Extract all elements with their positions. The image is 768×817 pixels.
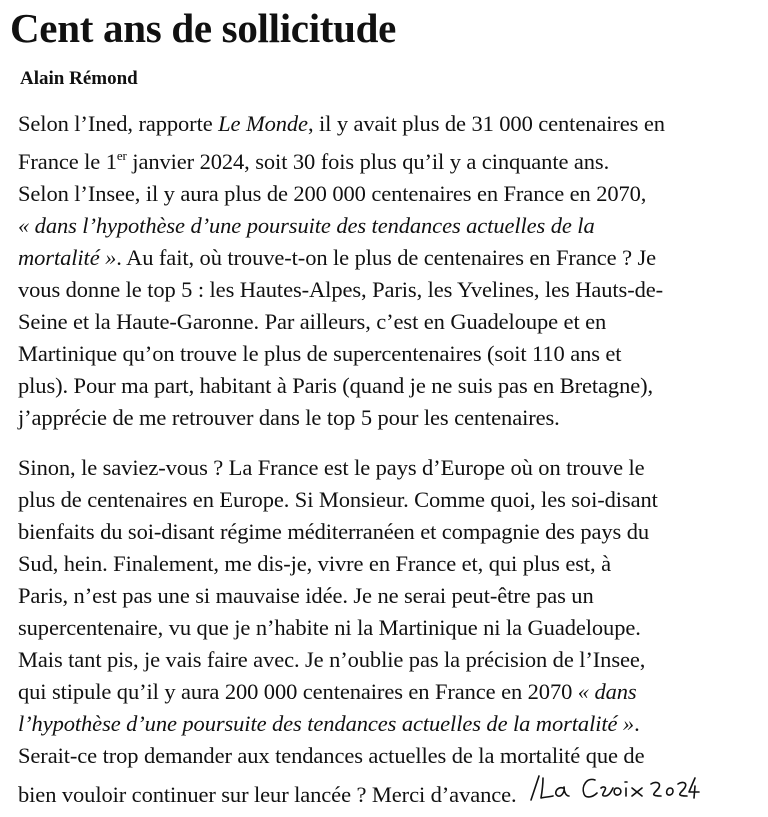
text-line xyxy=(18,516,763,548)
text-run: j’apprécie de me retrouver dans le top 5 pour les centenaires. xyxy=(18,405,560,430)
italic-text: « dans xyxy=(577,679,637,704)
text-line xyxy=(18,612,763,644)
text-run: janvier 2024, soit 30 fois plus qu’il y a cinquante ans. xyxy=(126,149,610,174)
text-run: . Au fait, où trouve-t-on le plus de centenaires en France ? Je xyxy=(116,245,657,270)
italic-text: « dans l’hypothèse d’une poursuite des tendances actuelles de la xyxy=(18,213,595,238)
text-line xyxy=(18,210,763,242)
handwritten-signature xyxy=(529,772,701,802)
text-run: France le 1 xyxy=(18,149,117,174)
article-author: Alain Rémond xyxy=(20,68,138,89)
text-run: supercentenaire, vu que je n’habite ni la Martinique ni la Guadeloupe. xyxy=(18,615,641,640)
text-run: Martinique qu’on trouve le plus de supercentenaires (soit 110 ans et xyxy=(18,341,622,366)
text-line xyxy=(18,772,763,807)
text-line xyxy=(18,740,763,772)
italic-text: mortalité » xyxy=(18,245,117,270)
text-line xyxy=(18,708,763,740)
text-run: plus de centenaires en Europe. Si Monsieur. Comme quoi, les soi-disant xyxy=(18,487,658,512)
text-line xyxy=(18,548,763,580)
text-line xyxy=(18,580,763,612)
text-run: qui stipule qu’il y aura 200 000 centenaires en France en 2070 xyxy=(18,679,578,704)
article-title: Cent ans de sollicitude xyxy=(10,5,397,51)
paragraph-1 xyxy=(18,108,763,434)
text-run: bien vouloir continuer sur leur lancée ? Merci d’avance. xyxy=(18,782,517,807)
signature-scribble-icon xyxy=(529,772,701,802)
text-run: . xyxy=(634,711,640,736)
text-line xyxy=(18,402,763,434)
superscript-text: er xyxy=(116,148,127,163)
text-run: Serait-ce trop demander aux tendances actuelles de la mortalité que de xyxy=(18,743,645,768)
text-line xyxy=(18,484,763,516)
text-run: Sinon, le saviez-vous ? La France est le pays d’Europe où on trouve le xyxy=(18,455,645,480)
text-run: Paris, n’est pas une si mauvaise idée. Je ne serai peut-être pas un xyxy=(18,583,594,608)
text-line xyxy=(18,178,763,210)
italic-text: Le Monde xyxy=(218,111,308,136)
text-line xyxy=(18,676,763,708)
text-run: Mais tant pis, je vais faire avec. Je n’oublie pas la précision de l’Insee, xyxy=(18,647,646,672)
text-run: Seine et la Haute-Garonne. Par ailleurs, c’est en Guadeloupe et en xyxy=(18,309,607,334)
paragraph-2 xyxy=(18,452,763,807)
text-line xyxy=(18,146,763,178)
text-run: Selon l’Insee, il y aura plus de 200 000 centenaires en France en 2070, xyxy=(18,181,647,206)
italic-text: l’hypothèse d’une poursuite des tendances actuelles de la mortalité » xyxy=(18,711,635,736)
text-run: vous donne le top 5 : les Hautes-Alpes, Paris, les Yvelines, les Hauts-de- xyxy=(18,277,664,302)
text-line xyxy=(18,452,763,484)
text-run: Sud, hein. Finalement, me dis-je, vivre en France et, qui plus est, à xyxy=(18,551,611,576)
text-run: , il y avait plus de 31 000 centenaires en xyxy=(307,111,665,136)
text-line xyxy=(18,274,763,306)
text-line xyxy=(18,306,763,338)
text-line xyxy=(18,338,763,370)
text-line xyxy=(18,370,763,402)
text-run: plus). Pour ma part, habitant à Paris (quand je ne suis pas en Bretagne), xyxy=(18,373,654,398)
text-line xyxy=(18,242,763,274)
text-run: bienfaits du soi-disant régime méditerranéen et compagnie des pays du xyxy=(18,519,650,544)
text-run: Selon l’Ined, rapporte xyxy=(18,111,219,136)
text-line xyxy=(18,108,763,140)
text-line xyxy=(18,644,763,676)
